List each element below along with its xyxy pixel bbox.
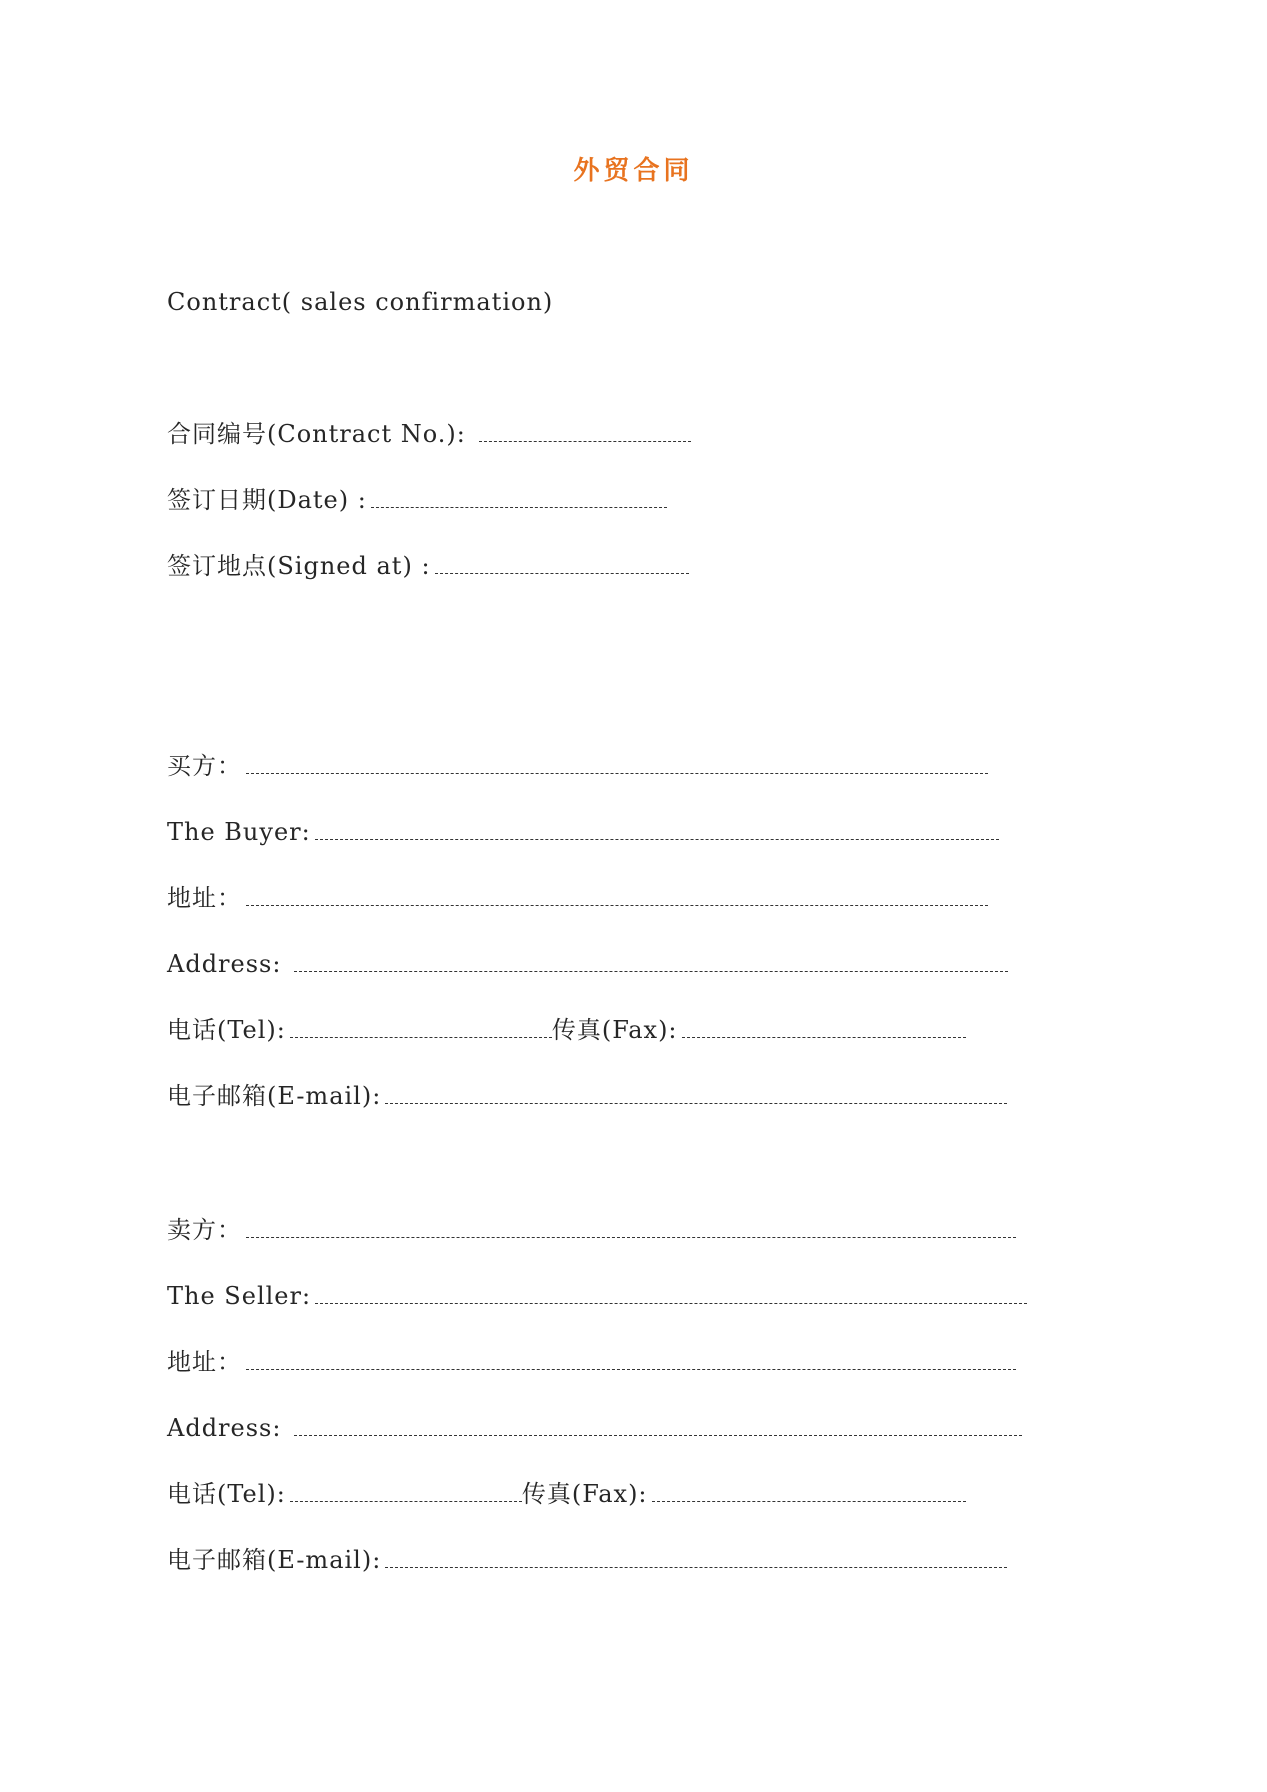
seller-cn-field[interactable] — [246, 1217, 1016, 1238]
buyer-email-label: 电子邮箱(E-mail): — [167, 1082, 382, 1110]
buyer-en-field[interactable] — [315, 819, 999, 840]
contract-no-row — [167, 418, 691, 450]
document-title: 外贸合同 — [573, 156, 694, 186]
signed-at-row — [167, 550, 689, 582]
buyer-address-en-field[interactable] — [294, 951, 1008, 972]
subtitle — [167, 286, 553, 318]
seller-address-en-row — [167, 1412, 1022, 1444]
contract-no-field[interactable] — [479, 421, 691, 442]
buyer-email-field[interactable] — [385, 1083, 1007, 1104]
seller-en-field[interactable] — [315, 1283, 1027, 1304]
date-field[interactable] — [371, 487, 667, 508]
signed-at-label: 签订地点(Signed at) : — [167, 552, 431, 580]
seller-email-label: 电子邮箱(E-mail): — [167, 1546, 382, 1574]
seller-en-row — [167, 1280, 1027, 1312]
buyer-address-cn-label: 地址： — [167, 884, 242, 912]
contract-no-label: 合同编号(Contract No.): — [167, 420, 475, 448]
buyer-cn-label: 买方： — [167, 752, 242, 780]
seller-cn-label: 卖方： — [167, 1216, 242, 1244]
buyer-cn-field[interactable] — [246, 753, 988, 774]
seller-email-field[interactable] — [385, 1547, 1007, 1568]
seller-en-label: The Seller: — [167, 1282, 312, 1310]
seller-address-cn-label: 地址： — [167, 1348, 242, 1376]
buyer-address-en-label: Address: — [167, 950, 291, 978]
date-row — [167, 484, 667, 516]
buyer-fax-label: 传真(Fax): — [551, 1016, 678, 1044]
date-label: 签订日期(Date) : — [167, 486, 367, 514]
buyer-email-row — [167, 1080, 1007, 1112]
buyer-en-label: The Buyer: — [167, 818, 311, 846]
buyer-address-cn-field[interactable] — [246, 885, 988, 906]
buyer-cn-row — [167, 750, 988, 782]
buyer-tel-fax-row — [167, 1014, 966, 1046]
signed-at-field[interactable] — [435, 553, 689, 574]
buyer-address-en-row — [167, 948, 1008, 980]
buyer-en-row — [167, 816, 999, 848]
seller-address-cn-row — [167, 1346, 1016, 1378]
subtitle-text: Contract( sales confirmation) — [167, 288, 554, 316]
buyer-address-cn-row — [167, 882, 988, 914]
buyer-fax-field[interactable] — [682, 1017, 966, 1038]
seller-fax-field[interactable] — [652, 1481, 966, 1502]
seller-tel-label: 电话(Tel): — [167, 1480, 286, 1508]
seller-address-en-label: Address: — [167, 1414, 291, 1442]
seller-tel-fax-row — [167, 1478, 966, 1510]
seller-address-cn-field[interactable] — [246, 1349, 1016, 1370]
buyer-tel-label: 电话(Tel): — [167, 1016, 286, 1044]
seller-address-en-field[interactable] — [294, 1415, 1022, 1436]
buyer-tel-field[interactable] — [290, 1017, 552, 1038]
seller-cn-row — [167, 1214, 1016, 1246]
seller-fax-label: 传真(Fax): — [521, 1480, 648, 1508]
seller-tel-field[interactable] — [290, 1481, 522, 1502]
seller-email-row — [167, 1544, 1007, 1576]
